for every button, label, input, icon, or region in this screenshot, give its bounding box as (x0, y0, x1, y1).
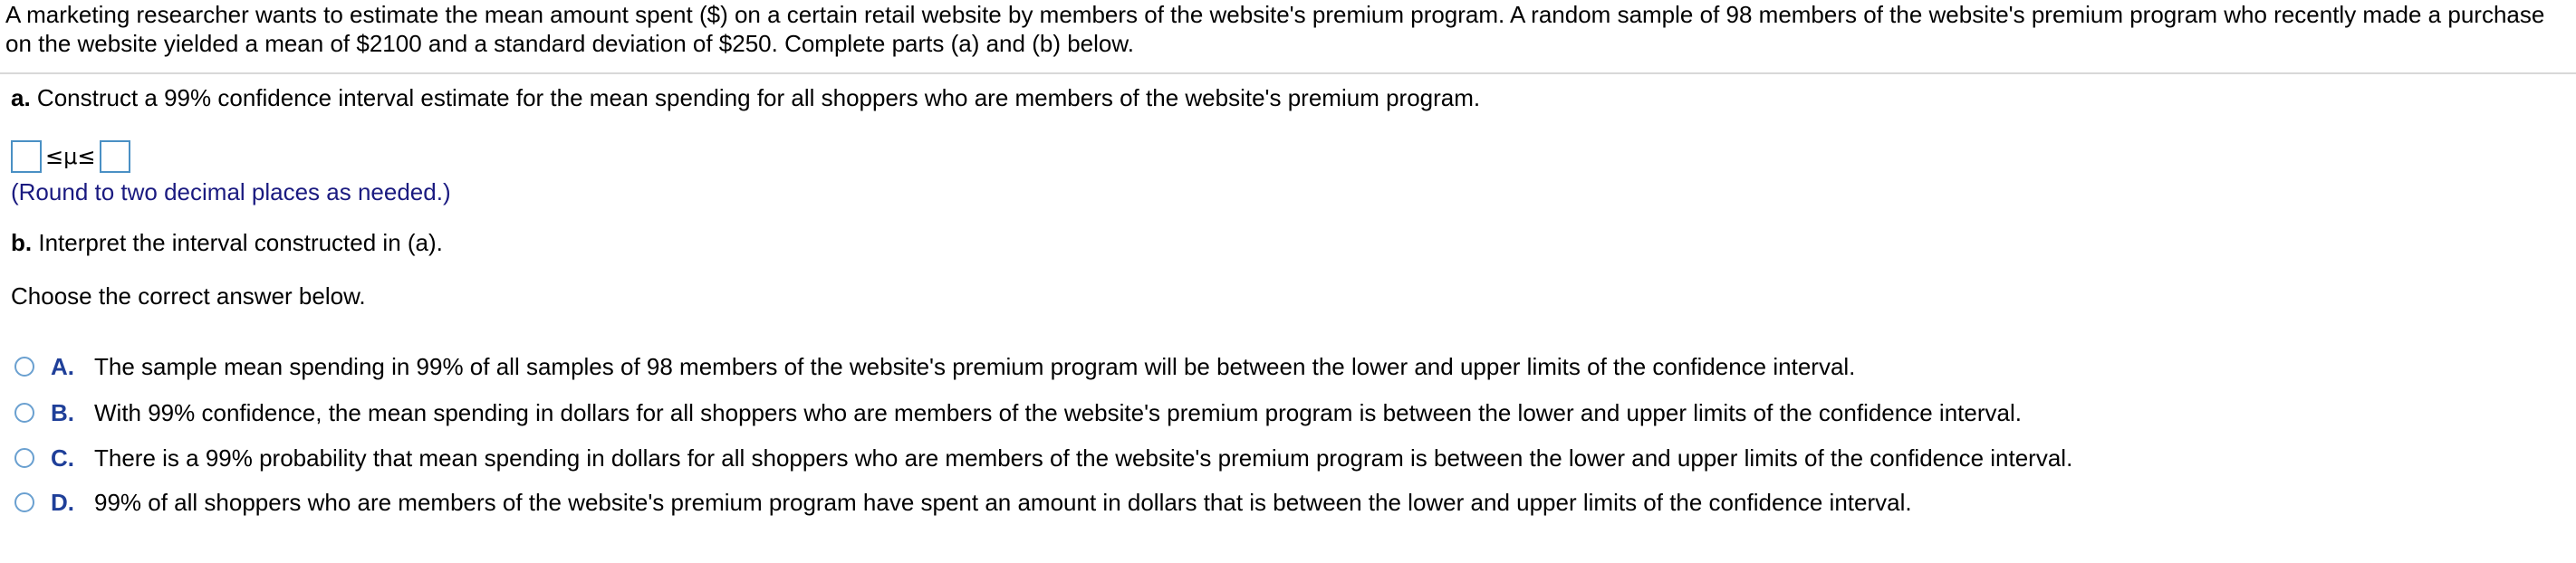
section-divider (0, 72, 2576, 74)
problem-statement: A marketing researcher wants to estimate the mean amount spent ($) on a certain retail website by members of the website's premium program. A random sample of 98 members of the website's premium program who recently made a purchase on the website yielded a mean of $2100 and a standard deviation of $250. Complete parts (a) and (b) below. (5, 1, 2545, 57)
option-text: The sample mean spending in 99% of all samples of 98 members of the website's premium program will be between the lower and upper limits of the confidence interval. (94, 352, 1856, 380)
radio-option-b[interactable] (14, 403, 34, 423)
radio-option-c[interactable] (14, 448, 34, 468)
option-letter: B. (51, 398, 74, 426)
rounding-hint: (Round to two decimal places as needed.) (11, 178, 451, 205)
part-a-prompt: Construct a 99% confidence interval estimate for the mean spending for all shoppers who are members of the website's premium program. (36, 84, 1481, 111)
option-letter: A. (51, 352, 74, 380)
radio-option-a[interactable] (14, 357, 34, 377)
interval-symbol: ≤μ≤ (45, 144, 96, 169)
option-text: With 99% confidence, the mean spending in dollars for all shoppers who are members of the website's premium program is between the lower and upper limits of the confidence interval. (94, 398, 2022, 426)
part-b-label: b. (11, 229, 33, 256)
part-b-question (11, 228, 443, 257)
part-a-question (11, 83, 1480, 112)
confidence-interval-inputs (11, 138, 130, 175)
choose-instruction: Choose the correct answer below. (11, 282, 366, 310)
answer-option-c[interactable] (14, 440, 2072, 476)
answer-option-a[interactable] (14, 348, 1855, 385)
upper-limit-input[interactable] (100, 140, 130, 173)
answer-option-d[interactable] (14, 484, 1912, 520)
part-a-label: a. (11, 84, 31, 111)
part-b-prompt: Interpret the interval constructed in (a). (38, 229, 443, 256)
option-letter: D. (51, 488, 74, 516)
option-text: 99% of all shoppers who are members of the website's premium program have spent an amount in dollars that is between the lower and upper limits of the confidence interval. (94, 488, 1912, 516)
option-text: There is a 99% probability that mean spending in dollars for all shoppers who are members of the website's premium program is between the lower and upper limits of the confidence interval. (94, 444, 2073, 472)
answer-option-b[interactable] (14, 395, 2022, 431)
lower-limit-input[interactable] (11, 140, 42, 173)
option-letter: C. (51, 444, 74, 472)
radio-option-d[interactable] (14, 492, 34, 512)
